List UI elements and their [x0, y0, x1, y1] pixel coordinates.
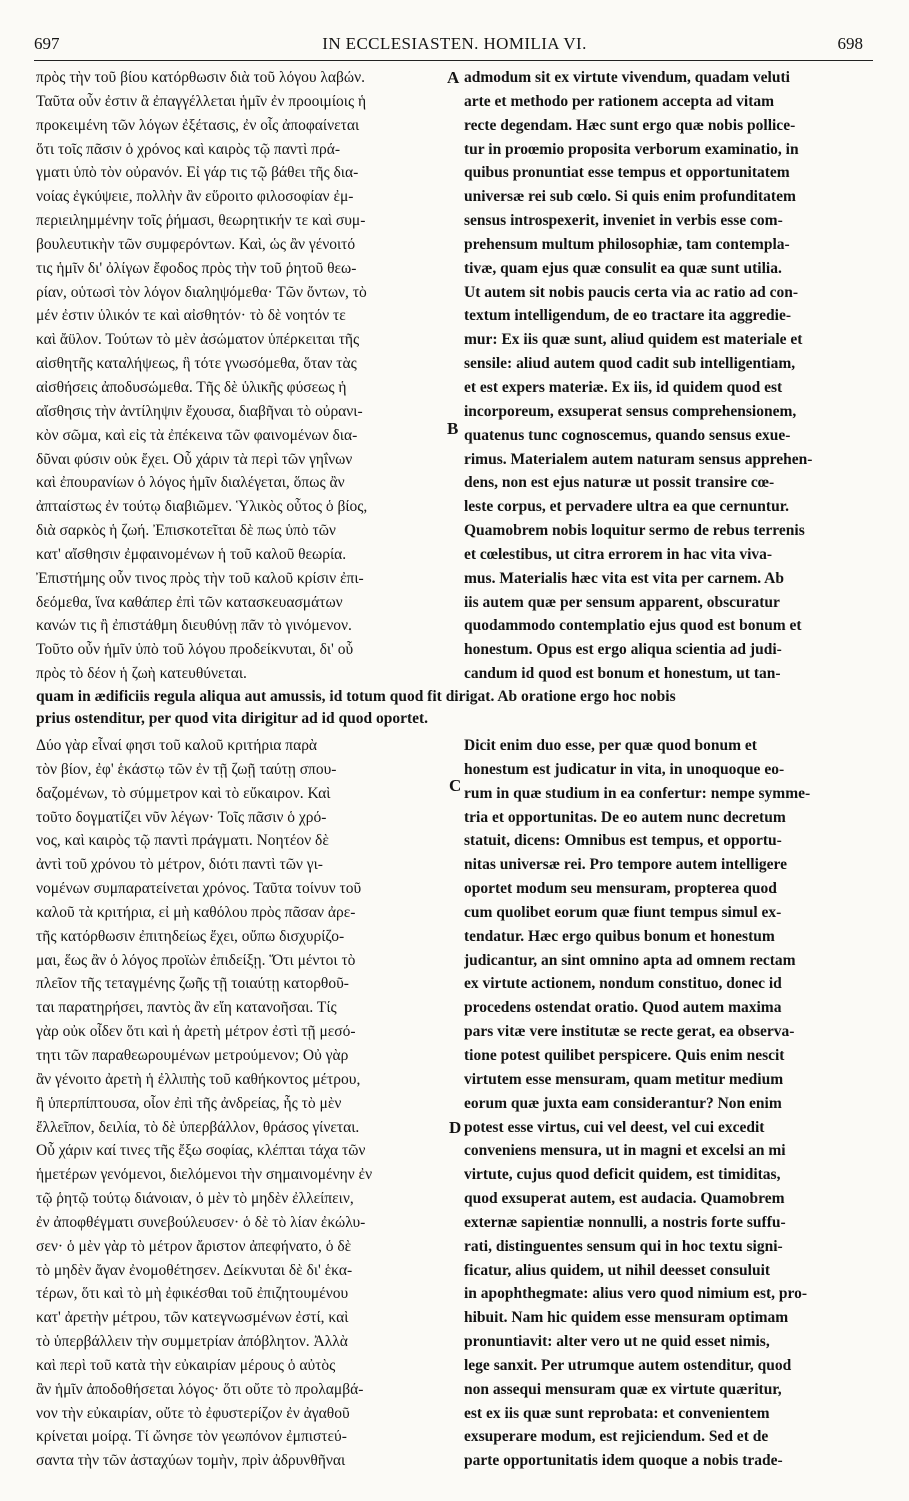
text-line: virtutem esse mensuram, quam metitur medium: [464, 1070, 784, 1088]
text-line: ficatur, alius quidem, ut nihil deesset consuluit: [464, 1261, 771, 1279]
text-line: conveniens mensura, ut in magni et excelsi an mi: [464, 1142, 786, 1160]
text-line: rum in quæ studium in ea confertur: nempe symme-: [464, 784, 811, 802]
text-line: γὰρ οὐκ οἶδεν ὅτι καὶ ἡ ἀρετὴ μέτρον ἐστὶ τῇ μεσό-: [36, 1023, 356, 1041]
text-line: σεν· ὁ μὲν γὰρ τὸ μέτρον ἄριστον ἀπεφήνατο, ὁ δὲ: [36, 1237, 352, 1255]
text-line: τοῦτο δογματίζει νῦν λέγων· Τοῖς πᾶσιν ὁ χρό-: [36, 808, 327, 826]
text-line: διὰ σαρκὸς ἡ ζωή. Ἐπισκοτεῖται δὲ πως ὑπὸ τῶν: [36, 522, 336, 540]
running-title: IN ECCLESIASTEN. HOMILIA VI.: [322, 34, 587, 53]
text-line: eorum quæ juxta eam considerantur? Non enim: [464, 1094, 782, 1112]
text-line: ἂν γένοιτο ἀρετὴ ἡ ἐλλιπὴς τοῦ καθήκοντος μέτρου,: [36, 1070, 361, 1088]
text-line: tendatur. Hæc ergo quibus bonum et honestum: [464, 927, 775, 945]
text-line: hibuit. Nam hic quidem esse mensuram optimam: [464, 1309, 789, 1327]
page-number-left: 697: [34, 34, 60, 53]
text-line: νοίας ἐγκύψειε, πολλὴν ἂν εὕροιτο φιλοσοφίαν ἐμ-: [36, 188, 354, 206]
text-line: prius ostenditur, per quod vita dirigitur ad id quod oportet.: [36, 710, 429, 727]
text-line: oportet modum seu mensuram, propterea quod: [464, 880, 777, 898]
text-line: leste corpus, et pervadere ultra ea que cernuntur.: [464, 498, 790, 516]
text-line: ρίαν, οὑτωσὶ τὸν λόγον διαληψόμεθα· Τῶν ὄντων, τὸ: [36, 283, 367, 301]
text-line: parte opportunitatis idem quoque a nobis trade-: [464, 1452, 783, 1470]
text-line: τὸ ὑπερβάλλειν τὴν συμμετρίαν ἀπόβλητον. Ἀλλὰ: [36, 1333, 348, 1351]
text-line: νομένων συμπαρατείνεται χρόνος. Ταῦτα τοίνυν τοῦ: [36, 880, 362, 898]
text-line: βουλευτικὴν τῶν συμφερόντων. Καὶ, ὡς ἂν γένοιτό: [36, 235, 356, 253]
text-line: potest esse virtus, cui vel deest, vel cui excedit: [464, 1118, 765, 1136]
text-line: καὶ ἄϋλον. Τούτων τὸ μὲν ἀσώματον ὑπέρκειται τῆς: [36, 331, 360, 349]
text-line: externæ sapientiæ nonnulli, a nostris forte suffu-: [464, 1213, 786, 1231]
text-line: κὸν σῶμα, καὶ εἰς τὰ ἐπέκεινα τῶν φαινομένων δια-: [36, 426, 358, 444]
text-line: δαζομένων, τὸ σύμμετρον καὶ τὸ εὔκαιρον. Καὶ: [36, 784, 331, 802]
text-line: quodammodo contemplatio ejus quod est bonum et: [464, 617, 802, 635]
text-line: καὶ περὶ τοῦ κατὰ τὴν εὐκαιρίαν μέρους ὁ αὐτὸς: [36, 1356, 336, 1374]
text-line: tione potest quilibet perspicere. Quis enim nescit: [464, 1046, 785, 1064]
text-line: κατ' ἀρετὴν μέτρου, τῶν κατεγνωσμένων ἐστί, καὶ: [36, 1309, 349, 1327]
text-line: αἰσθητῆς καταλήψεως, ἣ τότε γνωσόμεθα, ὅταν τὰς: [36, 355, 357, 373]
text-line: δεόμεθα, ἵνα καθάπερ ἐπὶ τῶν κατασκευασμάτων: [36, 593, 343, 611]
text-line: τητι τῶν παραθεωρουμένων μετρούμενον; Οὐ γὰρ: [36, 1046, 349, 1064]
text-line: pronuntiavit: alter vero ut ne quid esset nimis,: [464, 1333, 770, 1351]
text-line: Τοῦτο οὖν ἡμῖν ὑπὸ τοῦ λόγου προδείκνυται, δι' οὗ: [36, 641, 354, 659]
text-line: τέρων, ὅτι καὶ τὸ μὴ ἐφικέσθαι τοῦ ἐπιζητουμένου: [36, 1285, 349, 1303]
text-line: et cœlestibus, ut citra errorem in hac vita viva-: [464, 545, 773, 563]
text-line: κανών τις ἢ ἐπιστάθμη διευθύνῃ πᾶν τὸ γινόμενον.: [36, 617, 352, 635]
text-line: ὅτι τοῖς πᾶσιν ὁ χρόνος καὶ καιρὸς τῷ παντὶ πρά-: [36, 140, 340, 158]
section-marker-b: B: [447, 419, 459, 438]
text-line: honestum. Opus est ergo aliqua scientia ad judi-: [464, 641, 782, 659]
section-marker-d: D: [449, 1118, 462, 1137]
text-line: recte degendam. Hæc sunt ergo quæ nobis pollice-: [464, 116, 796, 134]
text-line: νον τὴν εὐκαιρίαν, οὔτε τὸ ἐφυστερίζον ἐν ἀγαθοῦ: [36, 1404, 350, 1422]
text-line: sensus introspexerit, inveniet in verbis esse com-: [464, 212, 783, 230]
text-line: sensile: aliud autem quod cadit sub intelligentiam,: [464, 355, 796, 373]
text-line: tur in proœmio proposita verborum examinatio, in: [464, 140, 799, 158]
text-line: Ut autem sit nobis paucis certa via ac ratio ad con-: [464, 283, 799, 301]
text-line: lege sanxit. Per utrumque autem ostenditur, quod: [464, 1356, 792, 1374]
text-line: μέν ἐστιν ὑλικόν τε καὶ αἰσθητόν· τὸ δὲ νοητόν τε: [36, 307, 346, 325]
text-line: honestum est judicatur in vita, in unoquoque eo-: [464, 760, 785, 778]
text-line: ἔλλεῖπον, δειλία, τὸ δὲ ὑπερβάλλον, θράσος γίνεται.: [36, 1118, 360, 1136]
text-line: tria et opportunitas. De eo autem nunc decretum: [464, 808, 786, 826]
latin-full-width-continuation: [36, 686, 870, 730]
text-line: exsuperare modum, est rejiciendum. Sed et de: [464, 1428, 769, 1446]
text-line: quibus pronuntiat esse tempus et opportunitatem: [464, 164, 790, 182]
text-line: prehensum multum philosophiæ, tam contempla-: [464, 235, 790, 253]
text-line: ἐν ἀποφθέγματι συνεβούλευσεν· ὁ δὲ τὸ λίαν ἐκώλυ-: [36, 1213, 366, 1231]
section-marker-a: A: [447, 68, 460, 87]
text-line: procedens ostendat oratio. Quod autem maxima: [464, 999, 782, 1017]
text-line: γματι ὑπὸ τὸν οὐρανόν. Εἰ γάρ τις τῷ βάθει τῆς δια-: [36, 164, 359, 182]
latin-column-bottom: [464, 734, 868, 1473]
text-line: statuit, dicens: Omnibus est tempus, et opportu-: [464, 832, 782, 850]
page-number-right: 698: [837, 34, 863, 53]
text-line: iis autem quæ per sensum apparent, obscuratur: [464, 593, 780, 611]
text-line: est ex iis quæ sunt reprobata: et convenientem: [464, 1404, 770, 1422]
text-line: non assequi mensuram quæ ex virtute quæritur,: [464, 1380, 782, 1398]
text-line: Οὗ χάριν καί τινες τῆς ἔξω σοφίας, κλέπται τάχα τῶν: [36, 1142, 366, 1160]
text-line: πλεῖον τῆς τεταγμένης ζωῆς τῇ τοιαύτῃ κατορθοῦ-: [36, 975, 349, 993]
text-line: quod exsuperat autem, est audacia. Quamobrem: [464, 1190, 785, 1208]
text-line: candum id quod est bonum et honestum, ut tan-: [464, 665, 781, 683]
text-line: quam in ædificiis regula aliqua aut amussis, id totum quod fit dirigat. Ab oratione ergo hoc nobis: [36, 688, 676, 705]
text-line: περιειλημμένην τοῖς ῥήμασι, θεωρητικήν τε καὶ συμ-: [36, 212, 366, 230]
text-line: rimus. Materialem autem naturam sensus apprehen-: [464, 450, 813, 468]
text-line: πρὸς τὸ δέον ἡ ζωὴ κατευθύνεται.: [36, 665, 247, 683]
text-line: tivæ, quam ejus quæ consulit ea quæ sunt utilia.: [464, 259, 782, 277]
text-line: in apophthegmate: alius vero quod nimium est, pro-: [464, 1285, 808, 1303]
text-line: ἀντὶ τοῦ χρόνου τὸ μέτρον, διότι παντὶ τῶν γι-: [36, 856, 323, 874]
text-line: καὶ ἐπουρανίων ὁ λόγος ἡμῖν διαλέγεται, ὅπως ἂν: [36, 474, 345, 492]
text-line: textum intelligendum, de eo tractare ita aggredie-: [464, 307, 792, 325]
text-line: προκειμένη τῶν λόγων ἐξέτασις, ἐν οἷς ἀποφαίνεται: [36, 116, 360, 134]
latin-column-top: [464, 66, 868, 686]
text-line: cum quolibet eorum quæ fiunt tempus simul ex-: [464, 903, 782, 921]
text-line: πρὸς τὴν τοῦ βίου κατόρθωσιν διὰ τοῦ λόγου λαβών.: [36, 69, 365, 86]
text-line: τῆς κατόρθωσιν ἐπιτηδείως ἔχει, οὔπω δισχυρίζο-: [36, 927, 345, 945]
text-line: κρίνεται μοίρᾳ. Τί ὤνησε τὸν γεωπόνον ἐμπιστεύ-: [36, 1428, 347, 1446]
text-line: mus. Materialis hæc vita est vita per carnem. Ab: [464, 569, 784, 587]
text-line: τῷ ῥητῷ τούτῳ διάνοιαν, ὁ μὲν τὸ μηδὲν ἐλλείπειν,: [36, 1190, 354, 1208]
text-line: dens, non est ejus naturæ ut possit transire cœ-: [464, 474, 775, 492]
text-line: ται παρατηρήσει, παντὸς ἂν εἴη κατανοῆσαι. Τίς: [36, 999, 337, 1017]
text-line: αἰσθήσεις ἀποδυσώμεθα. Τῆς δὲ ὑλικῆς φύσεως ἡ: [36, 378, 347, 396]
text-line: τὸν βίον, ἐφ' ἑκάστῳ τῶν ἐν τῇ ζωῇ ταύτῃ σπου-: [36, 760, 337, 778]
section-marker-c: C: [449, 776, 462, 795]
text-line: Ἐπιστήμης οὖν τινος πρὸς τὴν τοῦ καλοῦ κρίσιν ἐπι-: [36, 569, 364, 587]
text-line: rati, distinguentes sensum qui in hoc textu signi-: [464, 1237, 783, 1255]
text-line: mur: Ex iis quæ sunt, aliud quidem est materiale et: [464, 331, 803, 349]
text-line: ἀπταίστως ἐν τούτῳ διαβιῶμεν. Ὑλικὸς οὗτος ὁ βίος,: [36, 498, 368, 516]
text-line: κατ' αἴσθησιν ἐμφαινομένων ἡ τοῦ καλοῦ θεωρία.: [36, 545, 347, 563]
text-line: μαι, ἕως ἂν ὁ λόγος προϊὼν ἐπιδείξῃ. Ὅτι μέντοι τὸ: [36, 951, 356, 969]
text-line: virtute, cujus quod deficit quidem, est timiditas,: [464, 1166, 781, 1184]
text-line: Quamobrem nobis loquitur sermo de rebus terrenis: [464, 522, 805, 540]
text-line: ἂν ἡμῖν ἀποδοθήσεται λόγος· ὅτι οὔτε τὸ προλαμβά-: [36, 1380, 364, 1398]
text-line: et est expers materiæ. Ex iis, id quidem quod est: [464, 378, 783, 396]
text-line: judicantur, an sint omnino apta ad omnem rectam: [464, 951, 796, 969]
text-line: arte et methodo per rationem accepta ad vitam: [464, 92, 775, 110]
text-line: Dicit enim duo esse, per quæ quod bonum et: [464, 737, 757, 754]
text-line: ἡμετέρων γενόμενοι, διελόμενοι τὴν σημαινομένην ἐν: [36, 1166, 373, 1184]
header-rule: [34, 60, 873, 61]
text-line: Δύο γὰρ εἶναί φησι τοῦ καλοῦ κριτήρια παρὰ: [36, 737, 318, 754]
text-line: δῦναι φύσιν οὐκ ἔχει. Οὗ χάριν τὰ περὶ τῶν γηΐνων: [36, 450, 353, 468]
text-line: καλοῦ τὰ κριτήρια, εἰ μὴ καθόλου πρὸς πᾶσαν ἀρε-: [36, 903, 356, 921]
text-line: nitas universæ rei. Pro tempore autem intelligere: [464, 856, 788, 874]
greek-column-bottom: [36, 734, 456, 1473]
text-line: τὸ μηδὲν ἄγαν ἐνομοθέτησεν. Δείκνυται δὲ δι' ἑκα-: [36, 1261, 353, 1279]
text-line: admodum sit ex virtute vivendum, quadam veluti: [464, 69, 790, 86]
text-line: Ταῦτα οὖν ἐστιν ἃ ἐπαγγέλλεται ἡμῖν ἐν προοιμίοις ἡ: [36, 92, 367, 110]
text-line: νος, καὶ καιρὸς τῷ παντὶ πράγματι. Νοητέον δὲ: [36, 832, 329, 850]
greek-column-top: [36, 66, 459, 686]
text-line: σαντα τὴν τῶν ἀσταχύων τομὴν, πρὶν ἀδρυνθῆναι: [36, 1452, 346, 1470]
text-line: ἢ ὑπερπίπτουσα, οἷον ἐπὶ τῆς ἀνδρείας, ἧς τὸ μὲν: [36, 1094, 342, 1112]
text-line: universæ rei sub cœlo. Si quis enim profunditatem: [464, 188, 796, 206]
text-line: τις ἡμῖν δι' ὀλίγων ἔφοδος πρὸς τὴν τοῦ ῥητοῦ θεω-: [36, 259, 357, 277]
text-line: quatenus tunc cognoscemus, quando sensus exue-: [464, 426, 791, 444]
running-header: [0, 34, 909, 62]
text-line: ex virtute actionem, nondum constituo, donec id: [464, 975, 782, 993]
text-line: incorporeum, exsuperat sensus comprehensionem,: [464, 402, 797, 420]
text-line: αἴσθησις τὴν ἀντίληψιν ἔχουσα, διαβῆναι τὸ οὐρανι-: [36, 402, 363, 420]
text-line: pars vitæ vere institutæ se recte gerat, ea observa-: [464, 1023, 795, 1041]
